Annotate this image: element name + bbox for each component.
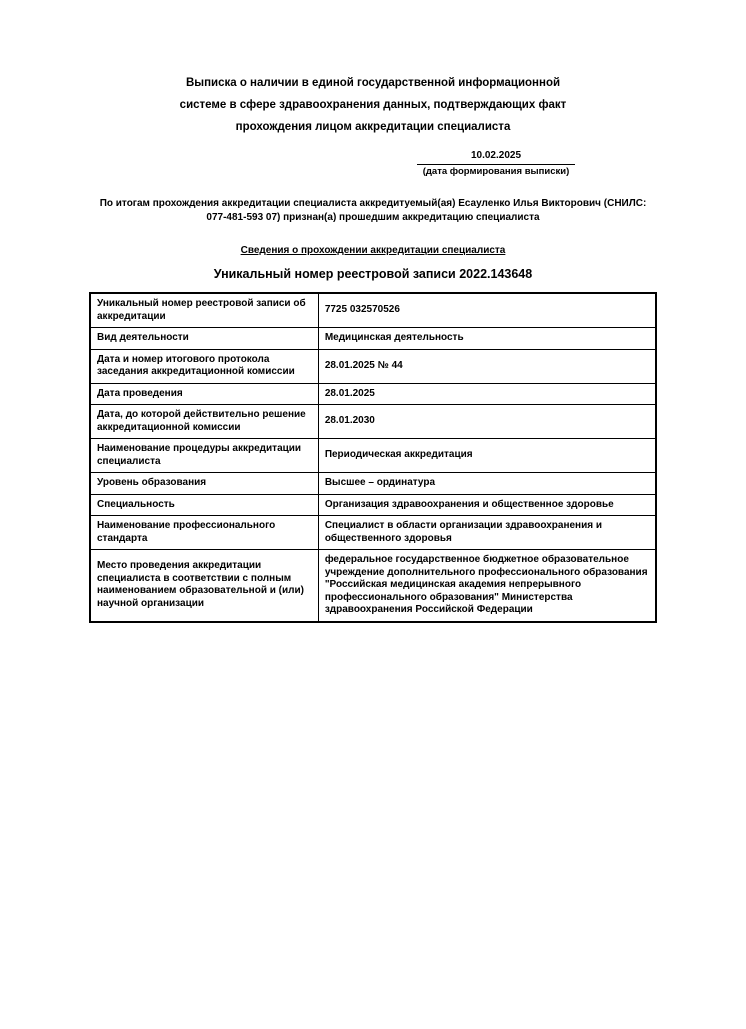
field-label: Уровень образования (90, 473, 318, 495)
field-label: Дата проведения (90, 383, 318, 405)
field-label: Место проведения аккредитации специалиста в соответствии с полным наименованием образовательной и (или) научной организации (90, 550, 318, 622)
field-label: Уникальный номер реестровой записи об аккредитации (90, 293, 318, 328)
table-row (90, 293, 656, 328)
section-heading: Сведения о прохождении аккредитации специалиста (240, 245, 506, 256)
document-title-line: прохождения лицом аккредитации специалиста (235, 121, 511, 133)
table-row (90, 383, 656, 405)
field-value: 28.01.2025 № 44 (318, 349, 656, 383)
field-label: Наименование профессионального стандарта (90, 516, 318, 550)
field-value: 28.01.2030 (318, 405, 656, 439)
intro-paragraph: По итогам прохождения аккредитации специалиста аккредитуемый(ая) Есауленко Илья Викторович (СНИЛС: 077-481-593 07) признан(а) прошедшим аккредитацию специалиста (99, 198, 647, 223)
document-title (89, 72, 657, 138)
registry-number-heading: Уникальный номер реестровой записи 2022.143648 (213, 267, 533, 281)
page-content (89, 72, 657, 623)
document-title-line: системе в сфере здравоохранения данных, подтверждающих факт (179, 99, 567, 111)
issue-date-block (417, 149, 575, 178)
table-row (90, 516, 656, 550)
field-label: Специальность (90, 494, 318, 516)
issue-date: 10.02.2025 (417, 149, 575, 165)
field-label: Дата, до которой действительно решение аккредитационной комиссии (90, 405, 318, 439)
document-title-line: Выписка о наличии в единой государственной информационной (185, 77, 561, 89)
field-value: федеральное государственное бюджетное образовательное учреждение дополнительного профессионального образования "Российская медицинская академия непрерывного профессионального образования" Министерства здравоохранения Российской Федерации (318, 550, 656, 622)
field-value: Периодическая аккредитация (318, 439, 656, 473)
table-row (90, 328, 656, 350)
table-row (90, 439, 656, 473)
accreditation-table (89, 292, 657, 623)
field-value: Специалист в области организации здравоохранения и общественного здоровья (318, 516, 656, 550)
field-value: Медицинская деятельность (318, 328, 656, 350)
table-row (90, 405, 656, 439)
table-row (90, 473, 656, 495)
field-value: Высшее – ординатура (318, 473, 656, 495)
table-row (90, 494, 656, 516)
field-label: Дата и номер итогового протокола заседания аккредитационной комиссии (90, 349, 318, 383)
table-row (90, 349, 656, 383)
table-row (90, 550, 656, 622)
field-value: Организация здравоохранения и общественное здоровье (318, 494, 656, 516)
issue-date-caption: (дата формирования выписки) (422, 166, 570, 177)
field-value: 7725 032570526 (318, 293, 656, 328)
field-label: Наименование процедуры аккредитации специалиста (90, 439, 318, 473)
field-label: Вид деятельности (90, 328, 318, 350)
field-value: 28.01.2025 (318, 383, 656, 405)
